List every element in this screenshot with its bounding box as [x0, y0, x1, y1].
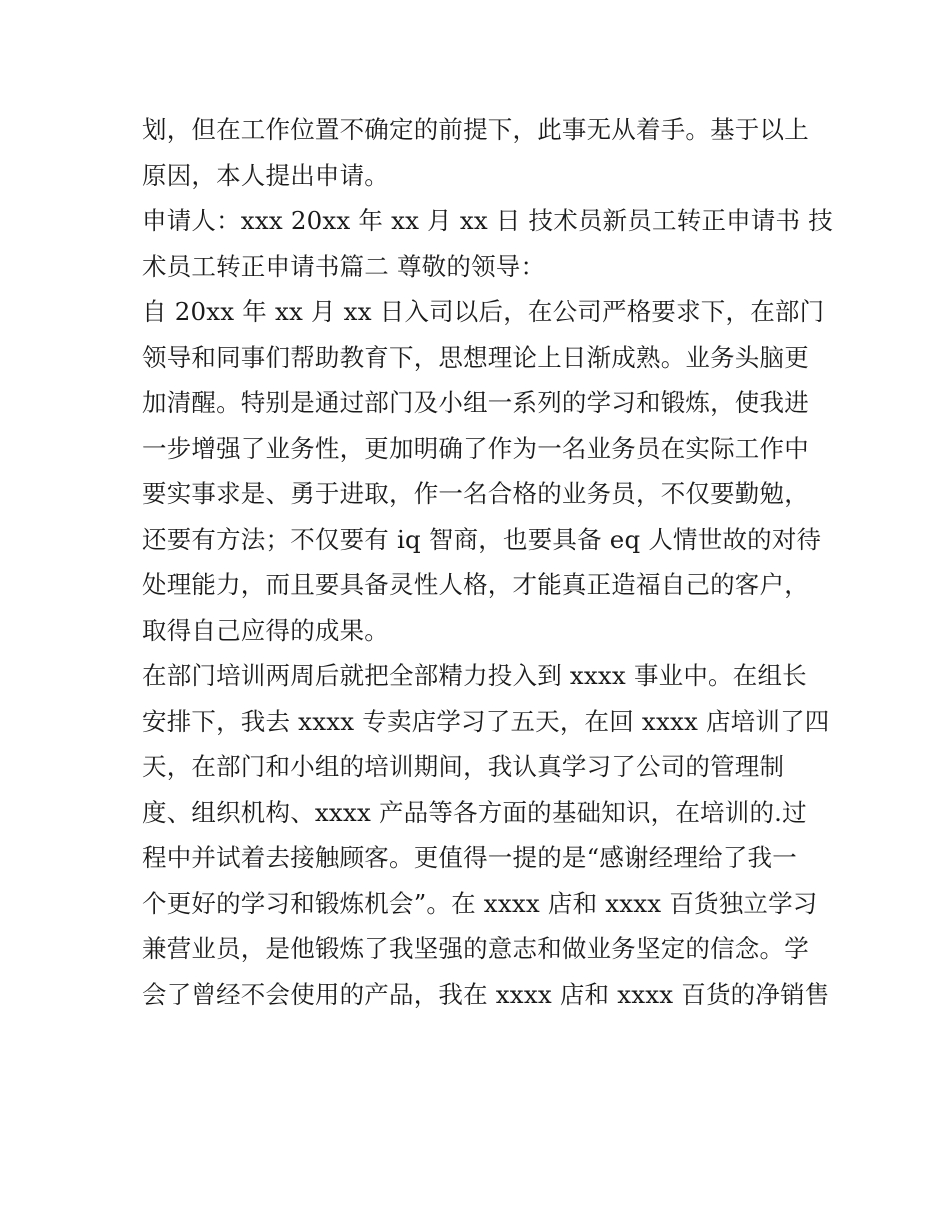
text-line: 天，在部门和小组的培训期间，我认真学习了公司的管理制 [142, 752, 785, 781]
text-line: 原因，本人提出申请。 [142, 160, 389, 190]
text-line: 自 20xx 年 xx 月 xx 日入司以后，在公司严格要求下，在部门 [142, 297, 825, 326]
text-line: 领导和同事们帮助教育下，思想理论上日渐成熟。业务头脑更 [142, 342, 809, 372]
text-line: 加清醒。特别是通过部门及小组一系列的学习和锻炼，使我进 [142, 388, 809, 417]
document-body [142, 107, 833, 1017]
text-line: 会了曾经不会使用的产品，我在 xxxx 店和 xxxx 百货的净销售 [142, 979, 830, 1009]
text-line: 取得自己应得的成果。 [142, 615, 389, 645]
text-line: 一步增强了业务性，更加明确了作为一名业务员在实际工作中 [142, 433, 809, 463]
text-line: 安排下，我去 xxxx 专卖店学习了五天，在回 xxxx 店培训了四 [142, 706, 830, 736]
text-line: 兼营业员，是他锻炼了我坚强的意志和做业务坚定的信念。学 [142, 934, 809, 963]
text-line: 个更好的学习和锻炼机会”。在 xxxx 店和 xxxx 百货独立学习 [142, 888, 818, 918]
text-line: 术员工转正申请书篇二 尊敬的领导： [142, 251, 546, 281]
text-line: 在部门培训两周后就把全部精力投入到 xxxx 事业中。在组长 [142, 661, 807, 690]
text-line: 程中并试着去接触顾客。更值得一提的是“感谢经理给了我一 [142, 843, 797, 872]
text-line: 划，但在工作位置不确定的前提下，此事无从着手。基于以上 [142, 115, 809, 144]
text-line: 度、组织机构、xxxx 产品等各方面的基础知识，在培训的.过 [142, 797, 807, 827]
text-line: 还要有方法；不仅要有 iq 智商，也要具备 eq 人情世故的对待 [142, 524, 822, 554]
text-line: 处理能力，而且要具备灵性人格，才能真正造福自己的客户， [142, 570, 809, 599]
text-line: 要实事求是、勇于进取，作一名合格的业务员，不仅要勤勉， [142, 479, 809, 508]
text-line: 申请人：xxx 20xx 年 xx 月 xx 日 技术员新员工转正申请书 技 [142, 206, 833, 235]
